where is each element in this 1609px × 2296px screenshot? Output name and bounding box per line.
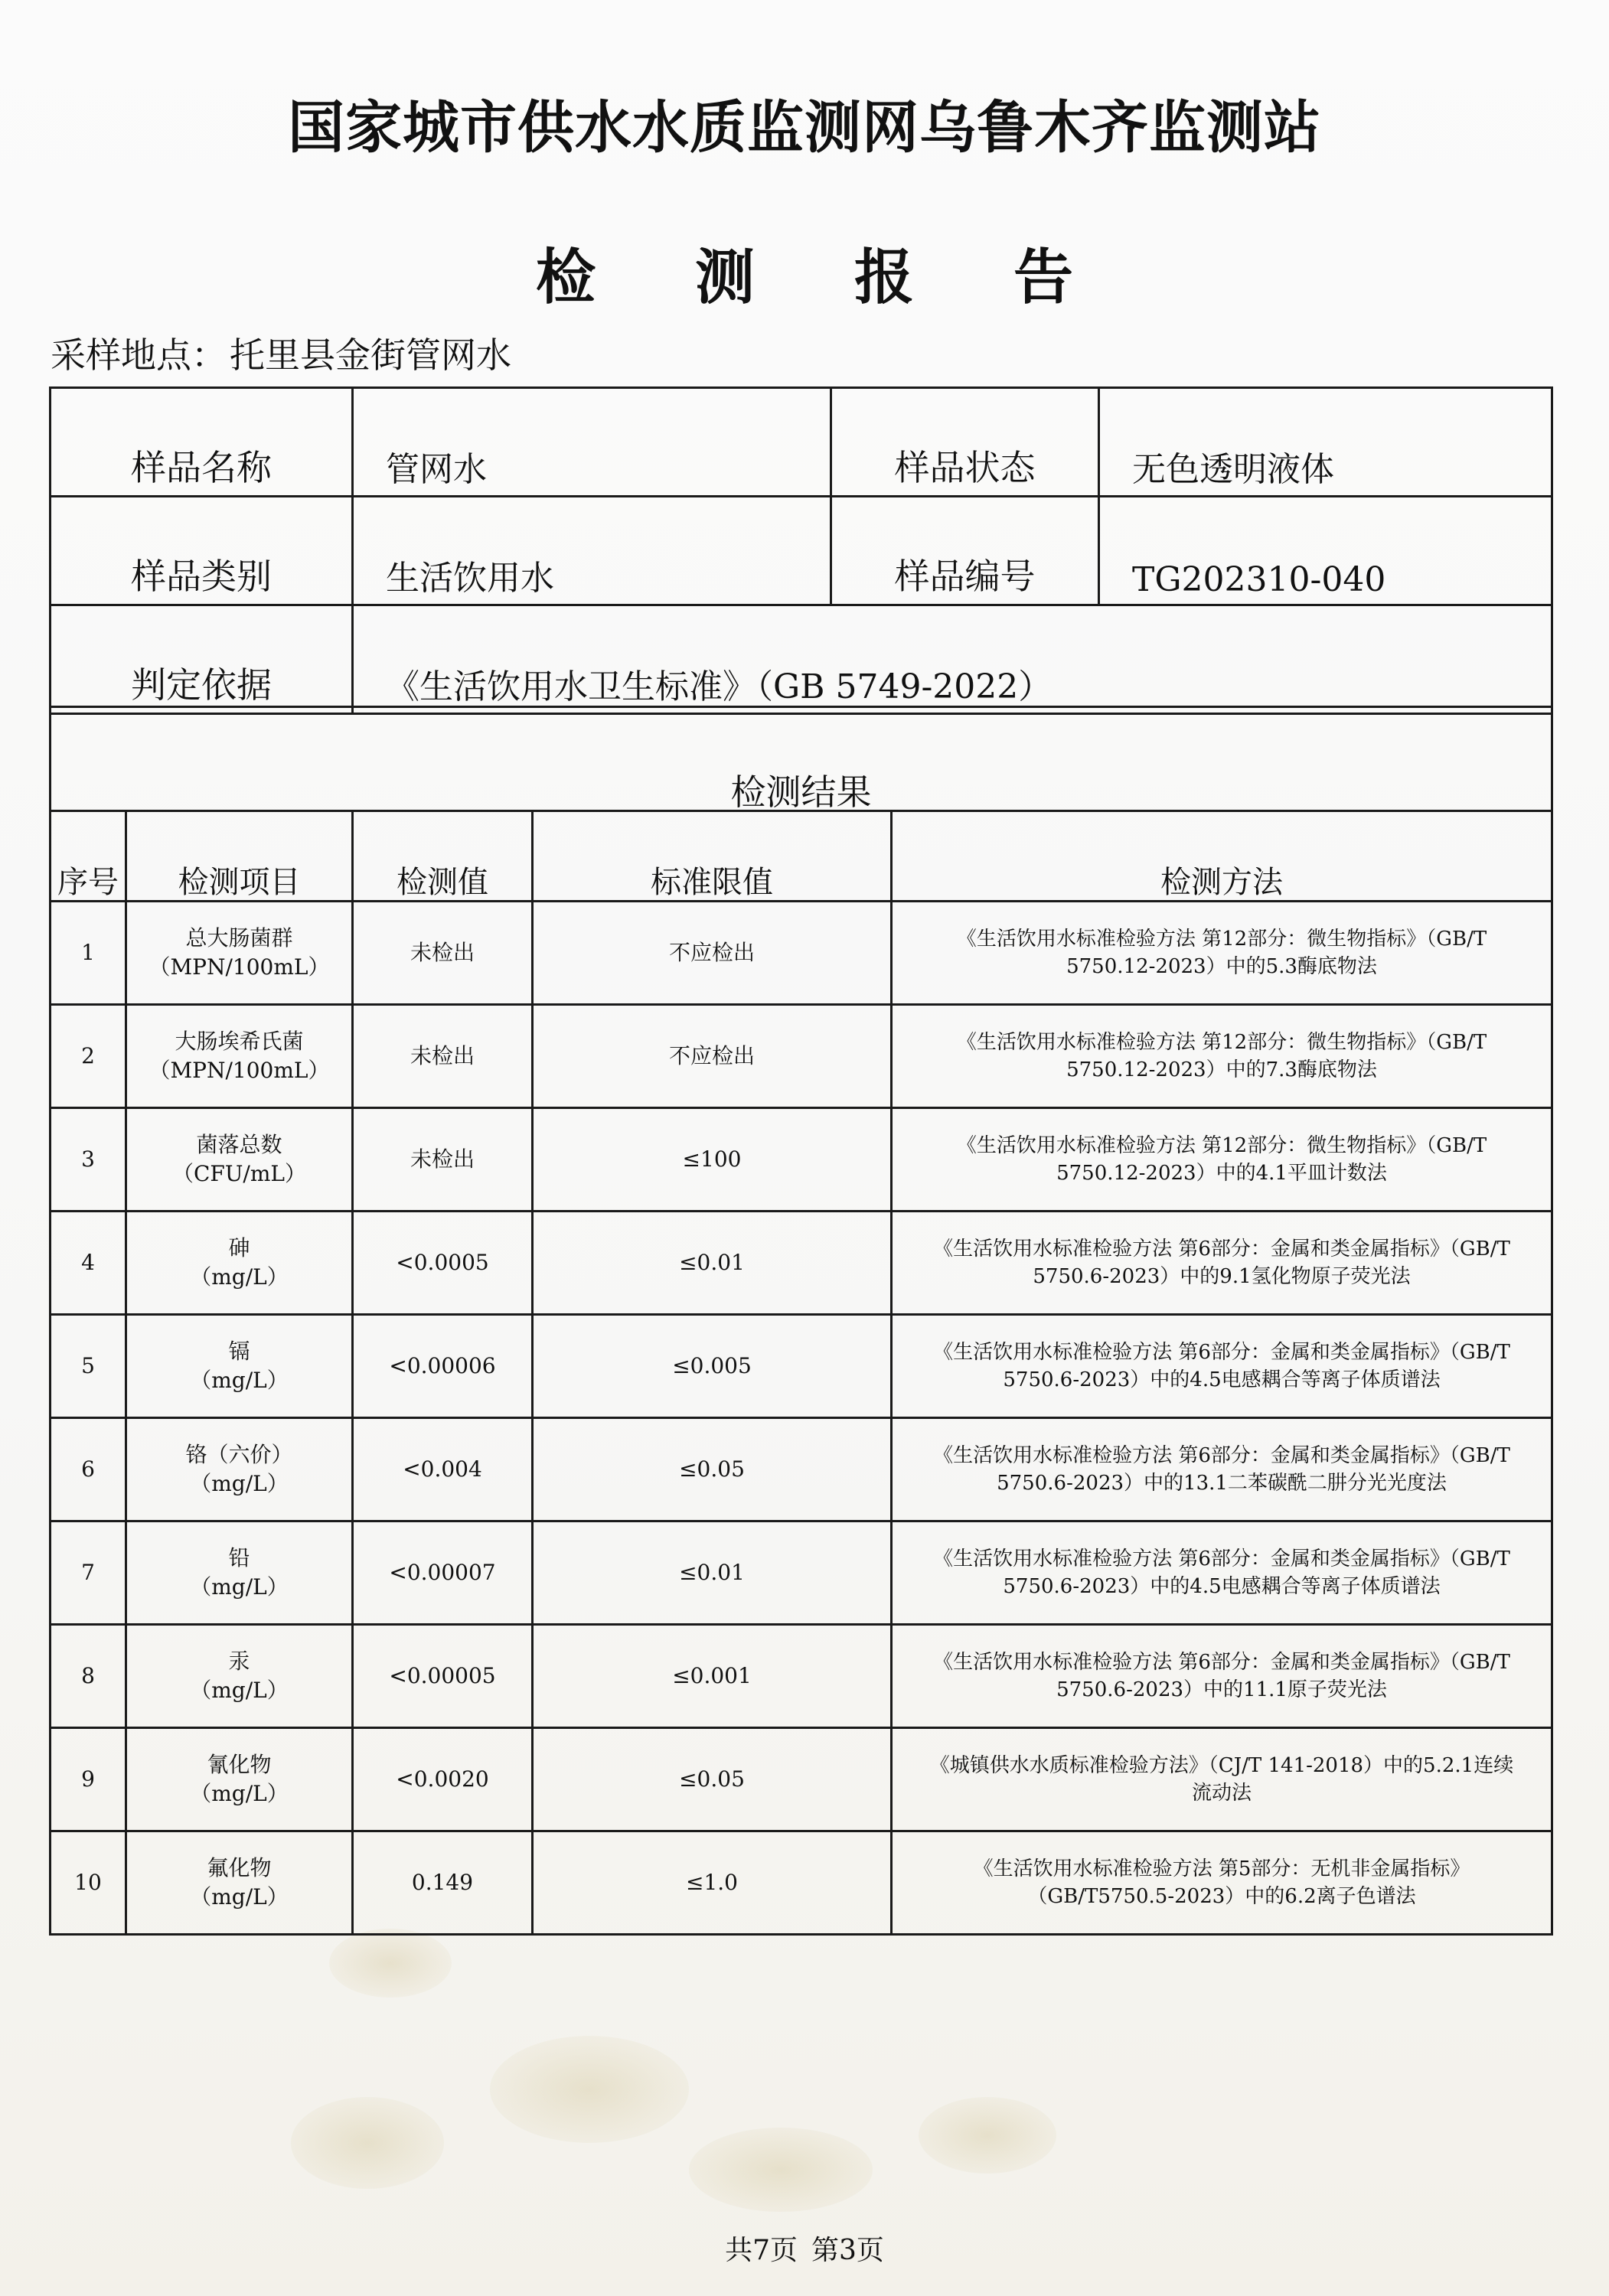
row-method-line2: 5750.6-2023）中的11.1原子荧光法 (1056, 1678, 1387, 1701)
row-method-line2: （GB/T5750.5-2023）中的6.2离子色谱法 (1027, 1885, 1416, 1908)
row-limit: ≤0.01 (533, 1521, 892, 1625)
current-page: 第3页 (811, 2235, 884, 2266)
sample-number-value: TG202310-040 (1099, 497, 1552, 605)
table-row (51, 902, 1552, 1005)
row-item (126, 1625, 353, 1728)
row-value: 未检出 (353, 902, 533, 1005)
results-section-header-row (51, 707, 1552, 811)
sample-info-table (49, 386, 1553, 715)
results-section-title: 检测结果 (51, 707, 1552, 811)
sample-category-value: 生活饮用水 (353, 497, 831, 605)
row-seq: 3 (51, 1108, 126, 1212)
row-limit: 不应检出 (533, 1005, 892, 1108)
results-rows (51, 902, 1552, 1935)
page-footer (0, 2229, 1609, 2268)
column-header-item: 检测项目 (126, 811, 353, 902)
row-seq: 5 (51, 1315, 126, 1418)
row-item (126, 1728, 353, 1831)
row-item-unit: （mg/L） (190, 1471, 289, 1496)
row-method-line1: 《生活饮用水标准检验方法 第6部分：金属和类金属指标》（GB/T (933, 1651, 1510, 1674)
paper-stain (490, 2036, 689, 2143)
row-item (126, 902, 353, 1005)
row-seq: 2 (51, 1005, 126, 1108)
sample-name-label: 样品名称 (51, 388, 353, 497)
judgement-basis-label: 判定依据 (51, 605, 353, 714)
table-row (51, 1005, 1552, 1108)
row-value: <0.00007 (353, 1521, 533, 1625)
total-pages: 共7页 (725, 2235, 798, 2266)
row-item-unit: （mg/L） (190, 1678, 289, 1703)
row-method-line2: 5750.6-2023）中的9.1氢化物原子荧光法 (1033, 1265, 1411, 1288)
sampling-site (51, 328, 511, 378)
row-method-line2: 5750.6-2023）中的4.5电感耦合等离子体质谱法 (1003, 1575, 1441, 1598)
row-method (892, 1831, 1552, 1935)
row-method-line1: 《生活饮用水标准检验方法 第6部分：金属和类金属指标》（GB/T (933, 1548, 1510, 1570)
sample-state-value: 无色透明液体 (1099, 388, 1552, 497)
row-item (126, 1108, 353, 1212)
row-method-line1: 《生活饮用水标准检验方法 第6部分：金属和类金属指标》（GB/T (933, 1238, 1510, 1261)
row-method-line2: 流动法 (1192, 1782, 1252, 1805)
row-item-name: 铅 (228, 1545, 250, 1570)
row-value: 未检出 (353, 1005, 533, 1108)
row-method (892, 1005, 1552, 1108)
row-limit: ≤1.0 (533, 1831, 892, 1935)
row-seq: 6 (51, 1418, 126, 1521)
row-value: 未检出 (353, 1108, 533, 1212)
row-item (126, 1418, 353, 1521)
sample-info-row (51, 388, 1552, 497)
table-row (51, 1831, 1552, 1935)
row-seq: 1 (51, 902, 126, 1005)
column-header-value: 检测值 (353, 811, 533, 902)
row-item-unit: （mg/L） (190, 1574, 289, 1600)
row-method (892, 1315, 1552, 1418)
row-method-line1: 《生活饮用水标准检验方法 第12部分：微生物指标》（GB/T (956, 1134, 1487, 1157)
row-item (126, 1005, 353, 1108)
row-method-line2: 5750.6-2023）中的13.1二苯碳酰二肼分光光度法 (997, 1472, 1447, 1495)
row-item-name: 氟化物 (207, 1855, 272, 1880)
row-item-name: 氰化物 (207, 1752, 272, 1777)
row-value: <0.00005 (353, 1625, 533, 1728)
table-row (51, 1625, 1552, 1728)
results-column-header-row (51, 811, 1552, 902)
row-item-unit: （MPN/100mL） (148, 1058, 330, 1083)
sampling-site-label: 采样地点： (51, 334, 227, 376)
row-method-line1: 《生活饮用水标准检验方法 第6部分：金属和类金属指标》（GB/T (933, 1444, 1510, 1467)
sample-info-row (51, 605, 1552, 714)
row-method (892, 1521, 1552, 1625)
sampling-site-value: 托里县金街管网水 (230, 334, 511, 376)
table-row (51, 1315, 1552, 1418)
row-seq: 8 (51, 1625, 126, 1728)
sample-category-label: 样品类别 (51, 497, 353, 605)
table-row (51, 1728, 1552, 1831)
row-method-line1: 《生活饮用水标准检验方法 第12部分：微生物指标》（GB/T (956, 928, 1487, 951)
row-method-line1: 《生活饮用水标准检验方法 第12部分：微生物指标》（GB/T (956, 1031, 1487, 1054)
row-limit: ≤100 (533, 1108, 892, 1212)
paper-stain (919, 2097, 1056, 2174)
row-item-unit: （CFU/mL） (171, 1161, 307, 1186)
column-header-limit: 标准限值 (533, 811, 892, 902)
sample-state-label: 样品状态 (831, 388, 1099, 497)
row-limit: ≤0.05 (533, 1728, 892, 1831)
row-method-line1: 《生活饮用水标准检验方法 第6部分：金属和类金属指标》（GB/T (933, 1341, 1510, 1364)
row-item-name: 汞 (228, 1649, 250, 1674)
paper-stain (689, 2128, 873, 2212)
row-item (126, 1315, 353, 1418)
table-row (51, 1521, 1552, 1625)
row-seq: 7 (51, 1521, 126, 1625)
row-method (892, 1625, 1552, 1728)
table-row (51, 1108, 1552, 1212)
row-seq: 9 (51, 1728, 126, 1831)
row-item (126, 1831, 353, 1935)
row-seq: 10 (51, 1831, 126, 1935)
row-limit: 不应检出 (533, 902, 892, 1005)
row-item-name: 总大肠菌群 (185, 925, 293, 951)
row-method-line1: 《城镇供水水质标准检验方法》（CJ/T 141-2018）中的5.2.1连续 (929, 1754, 1514, 1777)
row-seq: 4 (51, 1212, 126, 1315)
column-header-method: 检测方法 (892, 811, 1552, 902)
row-item (126, 1521, 353, 1625)
row-item-name: 镉 (228, 1339, 250, 1364)
row-item-name: 砷 (228, 1235, 250, 1261)
row-limit: ≤0.05 (533, 1418, 892, 1521)
paper-stain (329, 1929, 452, 1998)
row-method-line2: 5750.6-2023）中的4.5电感耦合等离子体质谱法 (1003, 1368, 1441, 1391)
row-value: <0.0005 (353, 1212, 533, 1315)
row-method (892, 1108, 1552, 1212)
row-method (892, 1418, 1552, 1521)
row-method (892, 1728, 1552, 1831)
row-item-name: 菌落总数 (196, 1132, 282, 1157)
sample-number-label: 样品编号 (831, 497, 1099, 605)
row-item-unit: （mg/L） (190, 1368, 289, 1393)
row-value: <0.00006 (353, 1315, 533, 1418)
sample-info-row (51, 497, 1552, 605)
judgement-basis-value: 《生活饮用水卫生标准》（GB 5749-2022） (353, 605, 1552, 714)
row-method-line1: 《生活饮用水标准检验方法 第5部分：无机非金属指标》 (973, 1857, 1470, 1880)
row-item-name: 大肠埃希氏菌 (175, 1029, 304, 1054)
row-item (126, 1212, 353, 1315)
row-limit: ≤0.001 (533, 1625, 892, 1728)
paper-stain (291, 2097, 444, 2189)
row-item-unit: （mg/L） (190, 1781, 289, 1806)
row-method-line2: 5750.12-2023）中的5.3酶底物法 (1066, 955, 1377, 978)
column-header-seq: 序号 (51, 811, 126, 902)
row-limit: ≤0.01 (533, 1212, 892, 1315)
row-method-line2: 5750.12-2023）中的4.1平皿计数法 (1056, 1162, 1387, 1185)
table-row (51, 1418, 1552, 1521)
row-item-name: 铬（六价） (185, 1442, 293, 1467)
row-value: <0.0020 (353, 1728, 533, 1831)
row-method-line2: 5750.12-2023）中的7.3酶底物法 (1066, 1058, 1377, 1081)
row-method (892, 902, 1552, 1005)
row-item-unit: （MPN/100mL） (148, 954, 330, 980)
row-method (892, 1212, 1552, 1315)
report-title: 检测报告 (535, 243, 1173, 312)
row-value: 0.149 (353, 1831, 533, 1935)
organization-title: 国家城市供水水质监测网乌鲁木齐监测站 (288, 95, 1321, 161)
results-table (49, 706, 1553, 1936)
row-item-unit: （mg/L） (190, 1264, 289, 1290)
row-value: <0.004 (353, 1418, 533, 1521)
row-limit: ≤0.005 (533, 1315, 892, 1418)
table-row (51, 1212, 1552, 1315)
sample-name-value: 管网水 (353, 388, 831, 497)
row-item-unit: （mg/L） (190, 1884, 289, 1910)
